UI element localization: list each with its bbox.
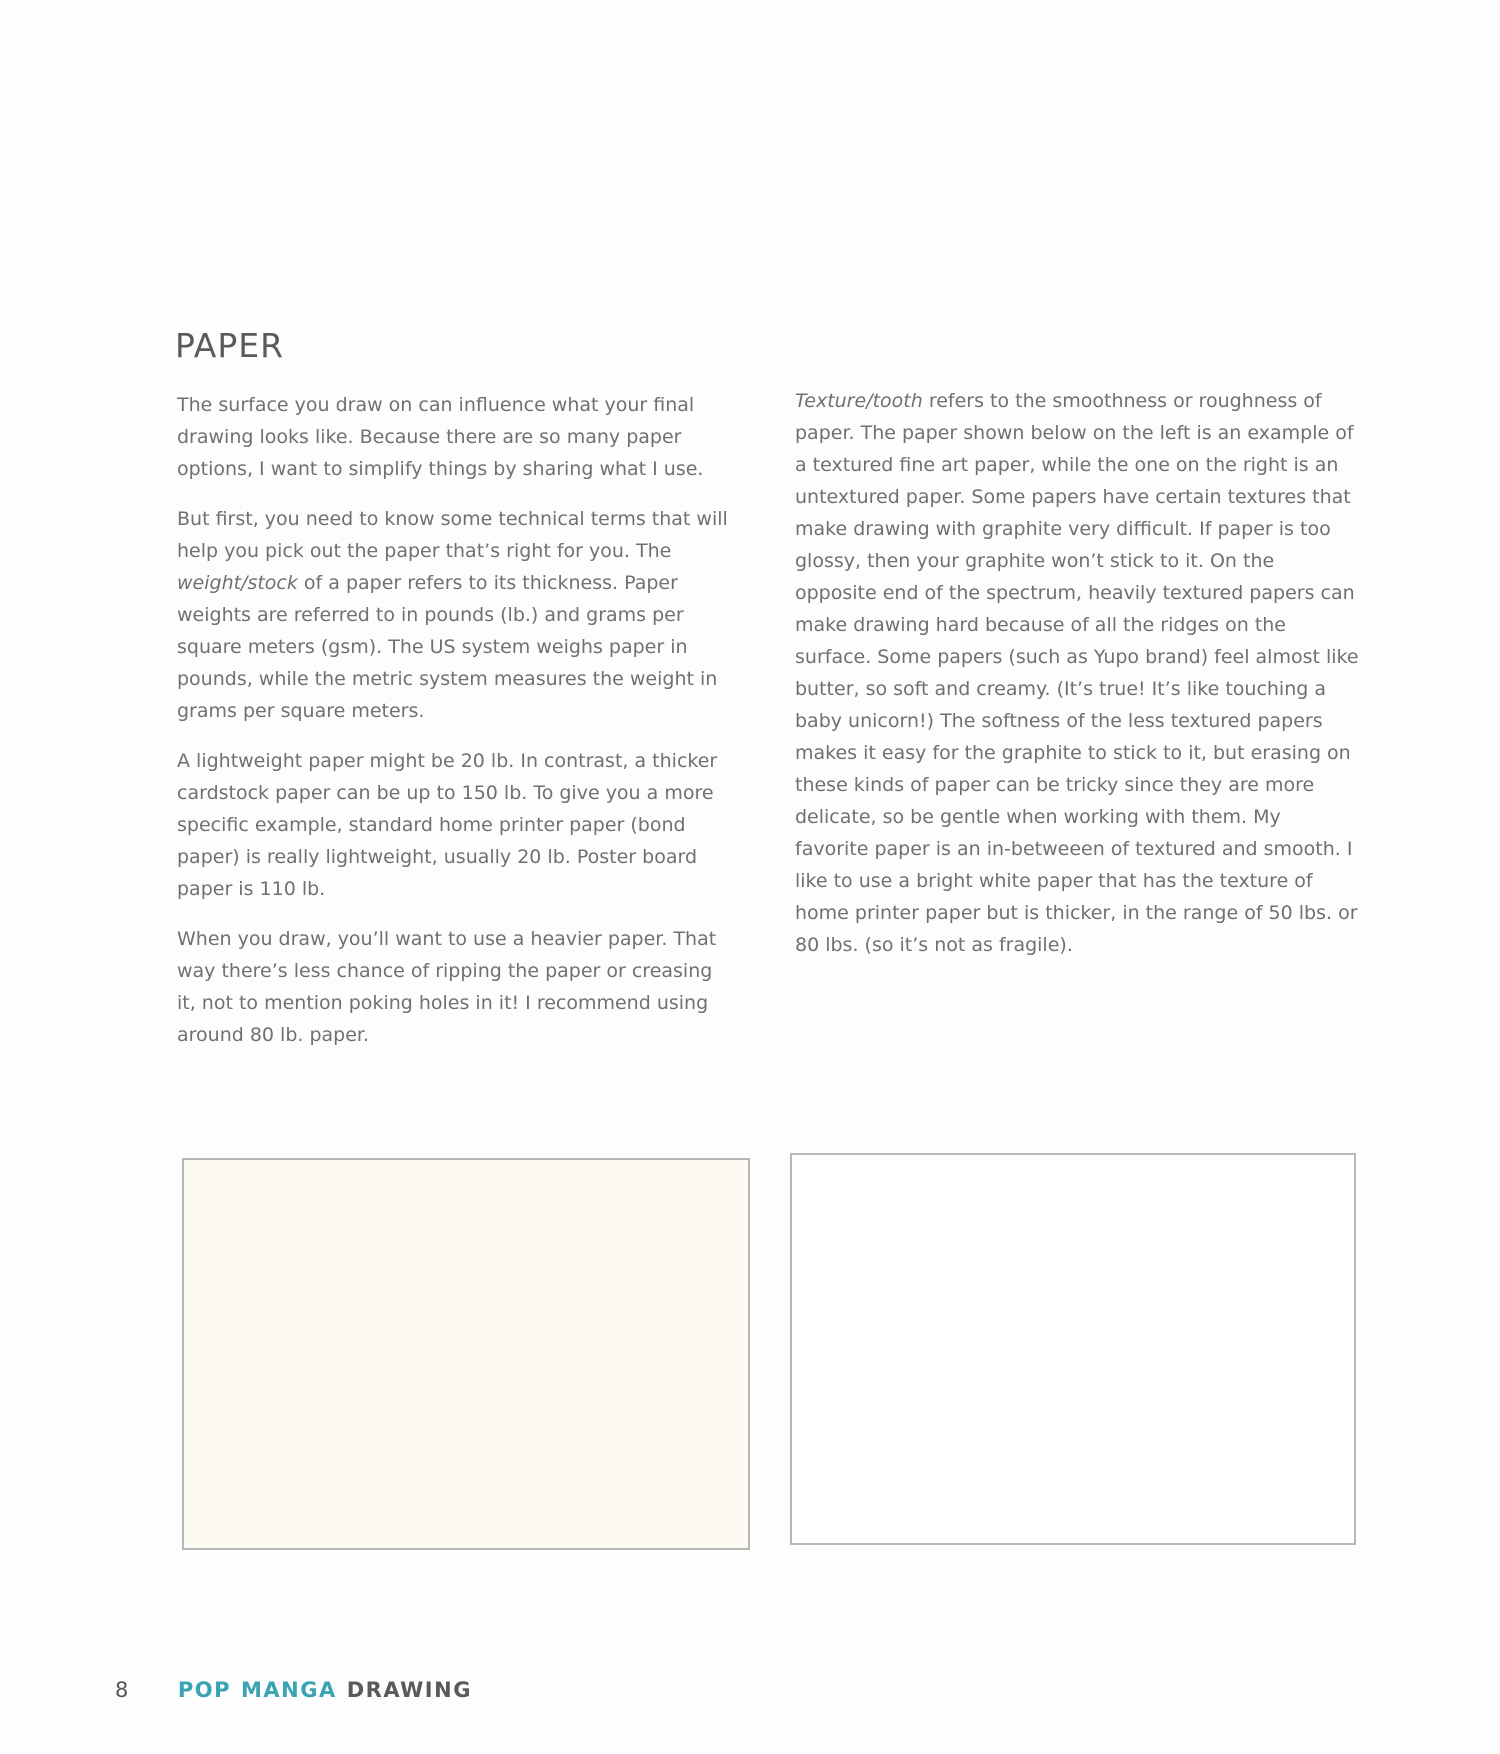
paragraph-text: But first, you need to know some technical terms that will help you pick out the paper that’s right for you. The bbox=[177, 508, 728, 562]
page-footer bbox=[115, 1678, 472, 1702]
paragraph: When you draw, you’ll want to use a heavier paper. That way there’s less chance of ripping the paper or creasing it, not to mention poking holes in it! I recommend using around 80 lb. paper. bbox=[177, 928, 717, 1046]
page-number: 8 bbox=[115, 1678, 130, 1702]
paragraph-text: of a paper refers to its thickness. Paper weights are referred to in pounds (lb.) and grams per square meters (gsm). The US system weighs paper in pounds, while the metric system measures the weight in grams per square meters. bbox=[177, 572, 718, 722]
left-column bbox=[177, 389, 737, 1069]
paragraph: The surface you draw on can influence what your final drawing looks like. Because there are so many paper options, I want to simplify things by sharing what I use. bbox=[177, 394, 704, 480]
untextured-paper-sample bbox=[790, 1153, 1356, 1545]
book-title-drawing: DRAWING bbox=[346, 1678, 472, 1702]
page-heading: PAPER bbox=[175, 326, 285, 365]
book-title-pop: POP bbox=[177, 1678, 232, 1702]
book-title-manga: MANGA bbox=[241, 1678, 337, 1702]
textured-paper-sample bbox=[182, 1158, 750, 1550]
paragraph bbox=[795, 385, 1360, 961]
paragraph-text: refers to the smoothness or roughness of paper. The paper shown below on the left is an example of a textured fine art paper, while the one on the right is an untextured paper. Some papers have certain textures that make drawing with graphite very difficult. If paper is too glossy, then your graphite won’t stick to it. On the opposite end of the spectrum, heavily textured papers can make drawing hard because of all the ridges on the surface. Some papers (such as Yupo brand) feel almost like butter, so soft and creamy. (It’s true! It’s like touching a baby unicorn!) The softness of the less textured papers makes it easy for the graphite to stick to it, but erasing on these kinds of paper can be tricky since they are more delicate, so be gentle when working with them. My favorite paper is an in-betweeen of textured and smooth. I like to use a bright white paper that has the texture of home printer paper but is thicker, in the range of 50 lbs. or 80 lbs. (so it’s not as fragile). bbox=[795, 390, 1359, 956]
term-texture-tooth: Texture/tooth bbox=[795, 390, 923, 412]
paragraph: A lightweight paper might be 20 lb. In contrast, a thicker cardstock paper can be up to 150 lb. To give you a more specific example, standard home printer paper (bond paper) is really lightweight, usually 20 lb. Poster board paper is 110 lb. bbox=[177, 750, 718, 900]
term-weight-stock: weight/stock bbox=[177, 572, 298, 594]
right-column bbox=[795, 385, 1360, 979]
paragraph bbox=[177, 503, 737, 727]
